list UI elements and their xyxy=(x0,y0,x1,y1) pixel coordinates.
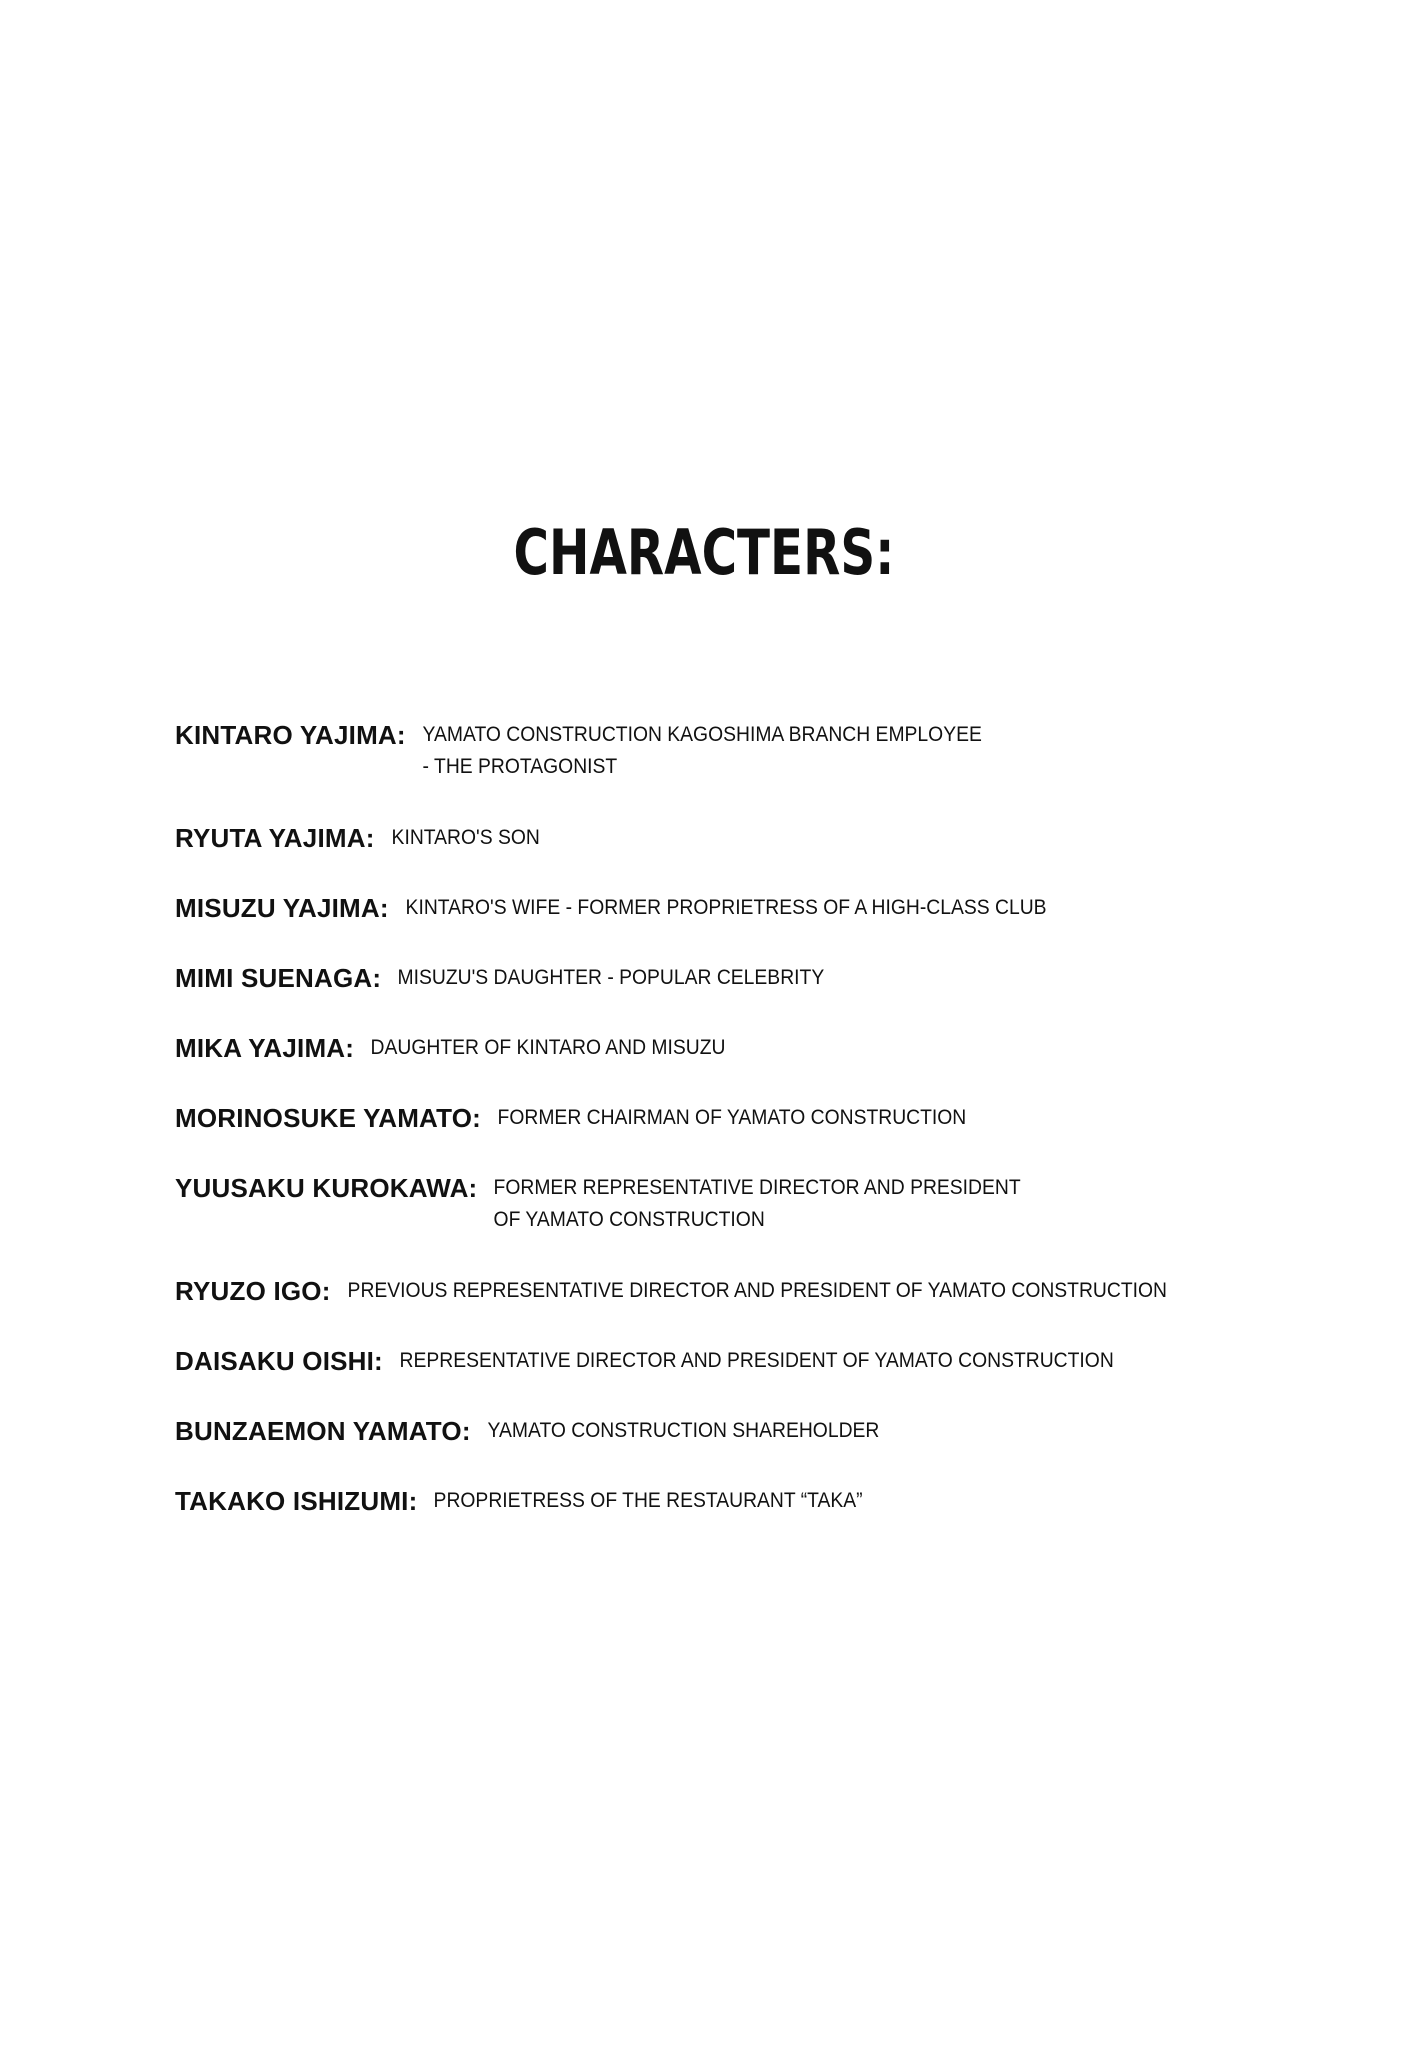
character-description xyxy=(331,1274,1167,1307)
description-line: MISUZU'S DAUGHTER - POPULAR CELEBRITY xyxy=(397,966,825,989)
character-entry xyxy=(175,718,1335,821)
description-line: FORMER CHAIRMAN OF YAMATO CONSTRUCTION xyxy=(497,1106,967,1129)
description-line: PREVIOUS REPRESENTATIVE DIRECTOR AND PRESIDENT OF YAMATO CONSTRUCTION xyxy=(347,1279,1167,1302)
character-entry xyxy=(175,1101,1335,1171)
description-line: FORMER REPRESENTATIVE DIRECTOR AND PRESIDENT xyxy=(493,1176,1022,1199)
character-description xyxy=(389,891,1047,924)
description-line: - THE PROTAGONIST xyxy=(422,755,617,778)
character-description xyxy=(354,1031,725,1064)
character-description xyxy=(383,1344,1114,1377)
description-line: KINTARO'S WIFE - FORMER PROPRIETRESS OF A HIGH-CLASS CLUB xyxy=(405,896,1047,919)
character-entry xyxy=(175,821,1335,891)
character-name: RYUTA YAJIMA: xyxy=(175,823,375,853)
character-description xyxy=(406,718,982,783)
character-entry xyxy=(175,1484,1335,1554)
character-entry xyxy=(175,961,1335,1031)
description-line: PROPRIETRESS OF THE RESTAURANT “TAKA” xyxy=(434,1489,864,1512)
character-name: BUNZAEMON YAMATO: xyxy=(175,1416,471,1446)
description-line: YAMATO CONSTRUCTION KAGOSHIMA BRANCH EMPLOYEE xyxy=(422,723,982,746)
character-name: DAISAKU OISHI: xyxy=(175,1346,383,1376)
character-name: MORINOSUKE YAMATO: xyxy=(175,1103,482,1133)
character-name: RYUZO IGO: xyxy=(175,1276,331,1306)
character-name: MIKA YAJIMA: xyxy=(175,1033,355,1063)
character-list xyxy=(175,718,1335,1554)
description-line: REPRESENTATIVE DIRECTOR AND PRESIDENT OF YAMATO CONSTRUCTION xyxy=(399,1349,1114,1372)
character-entry xyxy=(175,891,1335,961)
character-entry xyxy=(175,1274,1335,1344)
description-line: OF YAMATO CONSTRUCTION xyxy=(493,1208,766,1231)
character-entry xyxy=(175,1171,1335,1274)
description-line: DAUGHTER OF KINTARO AND MISUZU xyxy=(370,1036,726,1059)
description-line: YAMATO CONSTRUCTION SHAREHOLDER xyxy=(487,1419,880,1442)
character-name: MISUZU YAJIMA: xyxy=(175,893,389,923)
page-title: CHARACTERS: xyxy=(513,516,895,589)
character-entry xyxy=(175,1414,1335,1484)
character-entry xyxy=(175,1344,1335,1414)
character-name: YUUSAKU KUROKAWA: xyxy=(175,1173,478,1203)
description-line: KINTARO'S SON xyxy=(391,826,540,849)
character-name: TAKAKO ISHIZUMI: xyxy=(175,1486,418,1516)
character-description xyxy=(481,1101,966,1134)
character-description xyxy=(477,1171,1021,1236)
character-description xyxy=(417,1484,863,1517)
character-description xyxy=(375,821,540,854)
character-entry xyxy=(175,1031,1335,1101)
character-description xyxy=(381,961,824,994)
character-name: MIMI SUENAGA: xyxy=(175,963,382,993)
character-description xyxy=(471,1414,879,1447)
character-name: KINTARO YAJIMA: xyxy=(175,720,406,750)
